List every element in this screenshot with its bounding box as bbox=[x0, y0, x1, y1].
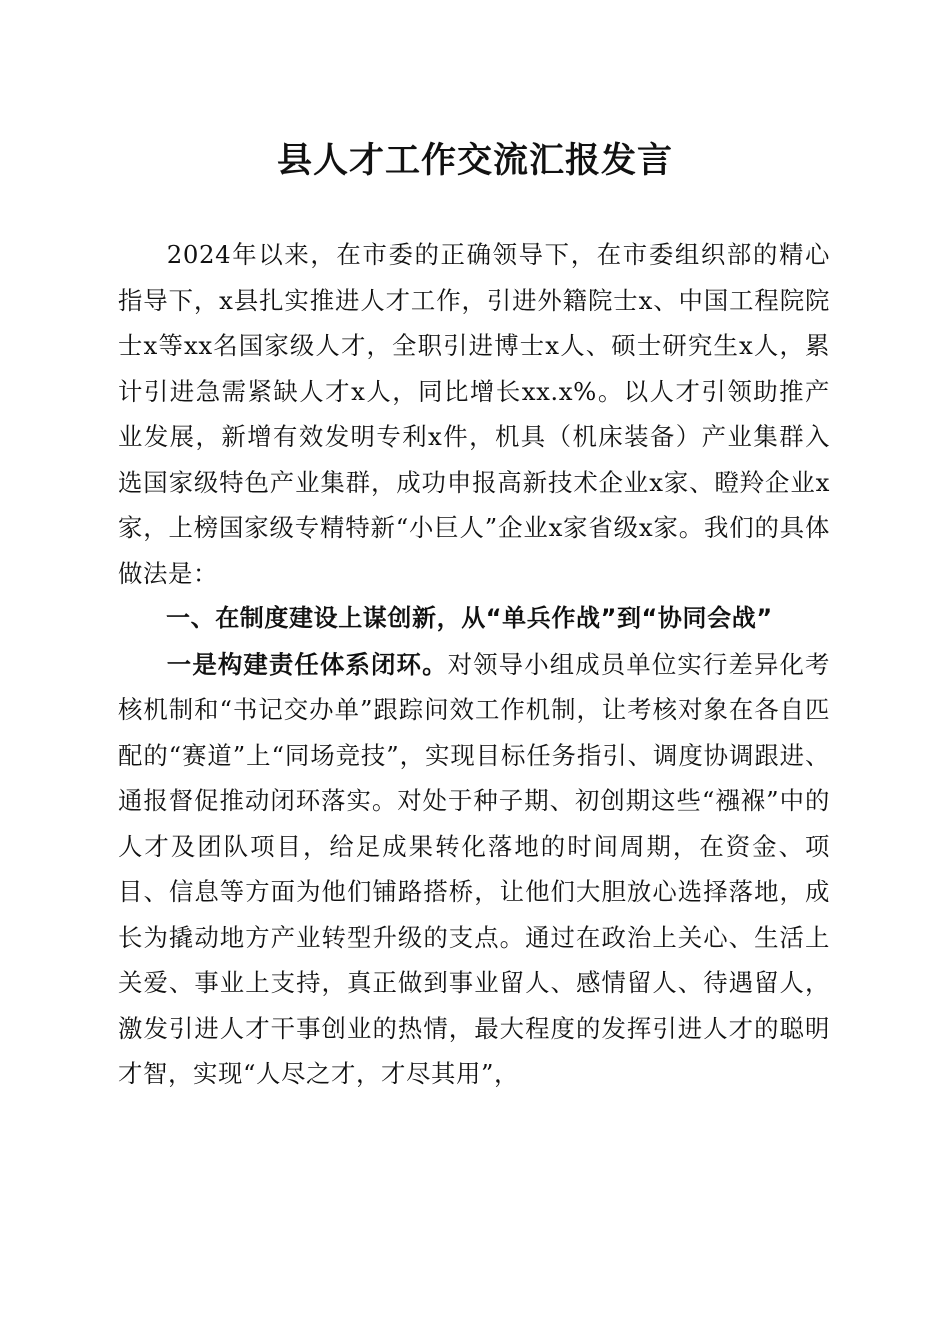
section-heading-1: 一、在制度建设上谋创新，从“单兵作战”到“协同会战” bbox=[166, 604, 773, 632]
section-1-item-1-paragraph bbox=[118, 642, 830, 1097]
item-body-text: 对领导小组成员单位实行差异化考核机制和“书记交办单”跟踪问效工作机制，让考核对象在各自匹配的“赛道”上“同场竞技”，实现目标任务指引、调度协调跟进、通报督促推动闭环落实。对处于种子期、初创期这些“襁褓”中的人才及团队项目，给足成果转化落地的时间周期，在资金、项目、信息等方面为他们铺路搭桥，让他们大胆放心选择落地，成长为撬动地方产业转型升级的支点。通过在政治上关心、生活上关爱、事业上支持，真正做到事业留人、感情留人、待遇留人，激发引进人才干事创业的热情，最大程度的发挥引进人才的聪明才智，实现“人尽之才，才尽其用”， bbox=[118, 649, 830, 1088]
document-title: 县人才工作交流汇报发言 bbox=[276, 140, 673, 181]
item-lead-sentence: 一是构建责任体系闭环。 bbox=[166, 649, 448, 679]
document-body bbox=[118, 232, 830, 1097]
intro-paragraph: 2024年以来，在市委的正确领导下，在市委组织部的精心指导下，x县扎实推进人才工作，引进外籍院士x、中国工程院院士x等xx名国家级人才，全职引进博士x人、硕士研究生x人，累计引进急需紧缺人才x人，同比增长xx.x%。以人才引领助推产业发展，新增有效发明专利x件，机具（机床装备）产业集群入选国家级特色产业集群，成功申报高新技术企业x家、瞪羚企业x家，上榜国家级专精特新“小巨人”企业x家省级x家。我们的具体做法是： bbox=[118, 240, 830, 588]
